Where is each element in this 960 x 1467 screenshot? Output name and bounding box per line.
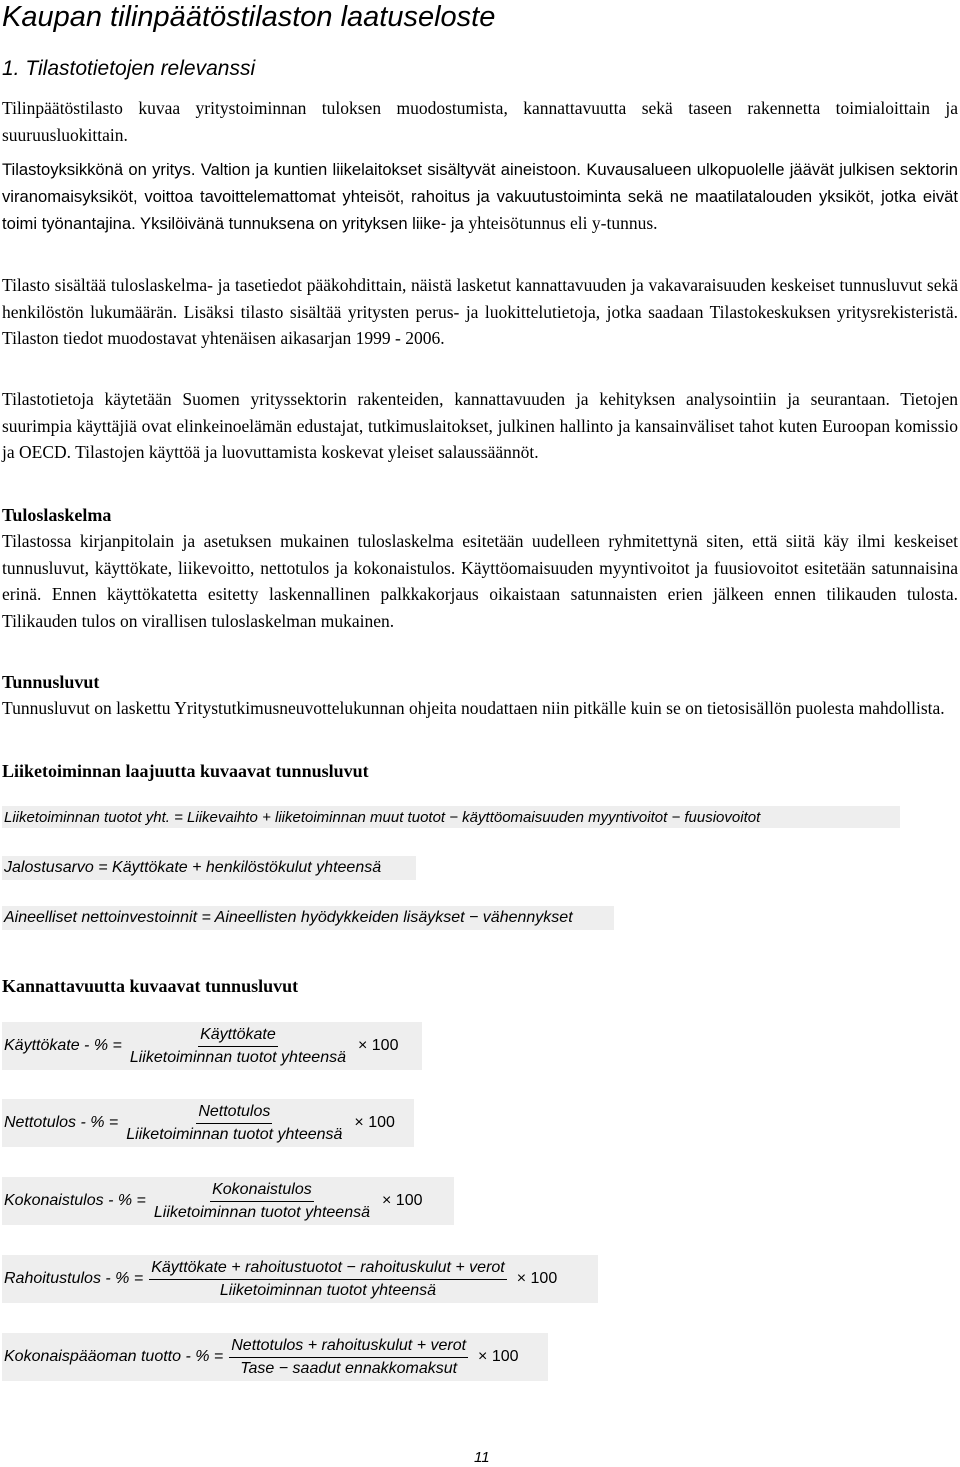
formula-multiplier: × 100 <box>357 1037 399 1054</box>
formula-text: Aineelliset nettoinvestoinnit = Aineellisten hyödykkeiden lisäykset − vähennykset <box>4 909 573 926</box>
paragraph-3: Tilasto sisältää tuloslaskelma- ja tasetiedot pääkohdittain, näistä lasketut kannattavuuden ja vakavaraisuuden keskeiset tunnusluvut sekä henkilöstön lukumäärän. Lisäksi tilasto sisältää yritysten perus- ja luokittelutietoja, jotka saadaan Tilastokeskuksen yritysrekisteristä. Tilaston tiedot muodostavat yhtenäisen aikasarjan 1999 - 2006. <box>2 275 958 348</box>
formula-lhs: Nettotulos - % = <box>4 1114 119 1131</box>
formula-jalostusarvo <box>2 856 416 880</box>
formula-numerator: Nettotulos <box>196 1103 272 1124</box>
formula-multiplier: × 100 <box>478 1348 519 1365</box>
page-number: 11 <box>474 1449 490 1466</box>
formula-rahoitustulos-pct <box>2 1255 598 1303</box>
formula-multiplier: × 100 <box>516 1270 558 1287</box>
formula-numerator: Kokonaistulos <box>210 1181 314 1202</box>
heading-laajuus: Liiketoiminnan laajuutta kuvaavat tunnusluvut <box>2 761 369 781</box>
formula-multiplier: × 100 <box>382 1192 423 1209</box>
formula-text: Jalostusarvo = Käyttökate + henkilöstökulut yhteensä <box>4 859 382 876</box>
formula-lhs: Kokonaistulos - % = <box>4 1192 146 1209</box>
section-heading-relevance: 1. Tilastotietojen relevanssi <box>2 57 256 80</box>
formula-denominator: Liiketoiminnan tuotot yhteensä <box>153 1203 370 1221</box>
formula-kokonaistulos-pct <box>2 1177 454 1225</box>
paragraph-1: Tilinpäätöstilasto kuvaa yritystoiminnan tuloksen muodostumista, kannattavuutta sekä taseen rakennetta toimialoittain ja suuruusluokittain. <box>2 98 958 145</box>
heading-tunnusluvut: Tunnusluvut <box>2 672 100 692</box>
formula-liiketoiminnan-tuotot <box>2 806 900 828</box>
heading-kannattavuus: Kannattavuutta kuvaavat tunnusluvut <box>2 976 299 996</box>
heading-tuloslaskelma: Tuloslaskelma <box>2 505 112 525</box>
paragraph-4: Tilastotietoja käytetään Suomen yrityssektorin rakenteiden, kannattavuuden ja kehityksen analysointiin ja seurantaan. Tietojen suurimpia käyttäjiä ovat elinkeinoelämän edustajat, tutkimuslaitokset, julkinen hallinto ja kansainväliset tahot kuten Euroopan komissio ja OECD. Tilastojen käyttöä ja luovuttamista koskevat yleiset salaussäännöt. <box>2 389 958 462</box>
formula-numerator: Käyttökate <box>198 1026 278 1047</box>
formula-aineelliset-nettoinvestoinnit <box>2 906 614 930</box>
paragraph-2-sans-text: Tilastoyksikkönä on yritys. Valtion ja kuntien liikelaitokset sisältyvät aineistoon. Kuvausalueen ulkopuolelle jäävät julkisen sektorin viranomaisyksiköt, voittoa tavoittelemattomat yhteisöt, rahoitus ja vakuutustoiminta sekä ne maatilatalouden yksiköt, jotka eivät toimi työnantajina. Yksilöivänä tunnuksena on yrityksen liike- ja <box>2 160 958 233</box>
formula-multiplier: × 100 <box>354 1114 395 1131</box>
formula-denominator: Liiketoiminnan tuotot yhteensä <box>219 1281 437 1299</box>
formula-text: Liiketoiminnan tuotot yht. = Liikevaihto + liiketoiminnan muut tuotot − käyttöomaisuuden myyntivoitot − fuusiovoitot <box>4 808 761 826</box>
formula-kayttokate-pct <box>2 1022 422 1070</box>
formula-nettotulos-pct <box>2 1099 414 1147</box>
document-title: Kaupan tilinpäätöstilaston laatuseloste <box>2 1 496 33</box>
formula-lhs: Rahoitustulos - % = <box>4 1270 144 1287</box>
formula-numerator: Käyttökate + rahoitustuotot − rahoituskulut + verot <box>149 1259 507 1280</box>
paragraph-2 <box>2 157 958 238</box>
formula-lhs: Käyttökate - % = <box>4 1037 122 1054</box>
formula-denominator: Liiketoiminnan tuotot yhteensä <box>126 1125 343 1143</box>
formula-denominator: Liiketoiminnan tuotot yhteensä <box>129 1048 346 1066</box>
formula-denominator: Tase − saadut ennakkomaksut <box>240 1359 458 1377</box>
paragraph-2-serif-text: yhteisötunnus eli y-tunnus. <box>468 213 658 233</box>
paragraph-6: Tunnusluvut on laskettu Yritystutkimusneuvottelukunnan ohjeita noudattaen niin pitkälle kuin se on tietosisällön puolesta mahdollista. <box>2 698 945 718</box>
formula-numerator: Nettotulos + rahoituskulut + verot <box>229 1337 468 1358</box>
formula-kokonaispaaoman-tuotto-pct <box>2 1333 548 1381</box>
formula-lhs: Kokonaispääoman tuotto - % = <box>4 1348 224 1365</box>
paragraph-5: Tilastossa kirjanpitolain ja asetuksen mukainen tuloslaskelma esitetään uudelleen ryhmitettynä siten, että siitä käy ilmi keskeiset tunnusluvut, käyttökate, liikevoitto, nettotulos ja kokonaistulos. Käyttöomaisuuden myyntivoitot ja fuusiovoitot esitetään satunnaisina erinä. Ennen käyttökatetta esitetty laskennallinen palkkakorjaus oikaistaan satunnaisten erien jälkeen ennen tilikauden tulosta. Tilikauden tulos on virallisen tuloslaskelman mukainen. <box>2 531 958 631</box>
